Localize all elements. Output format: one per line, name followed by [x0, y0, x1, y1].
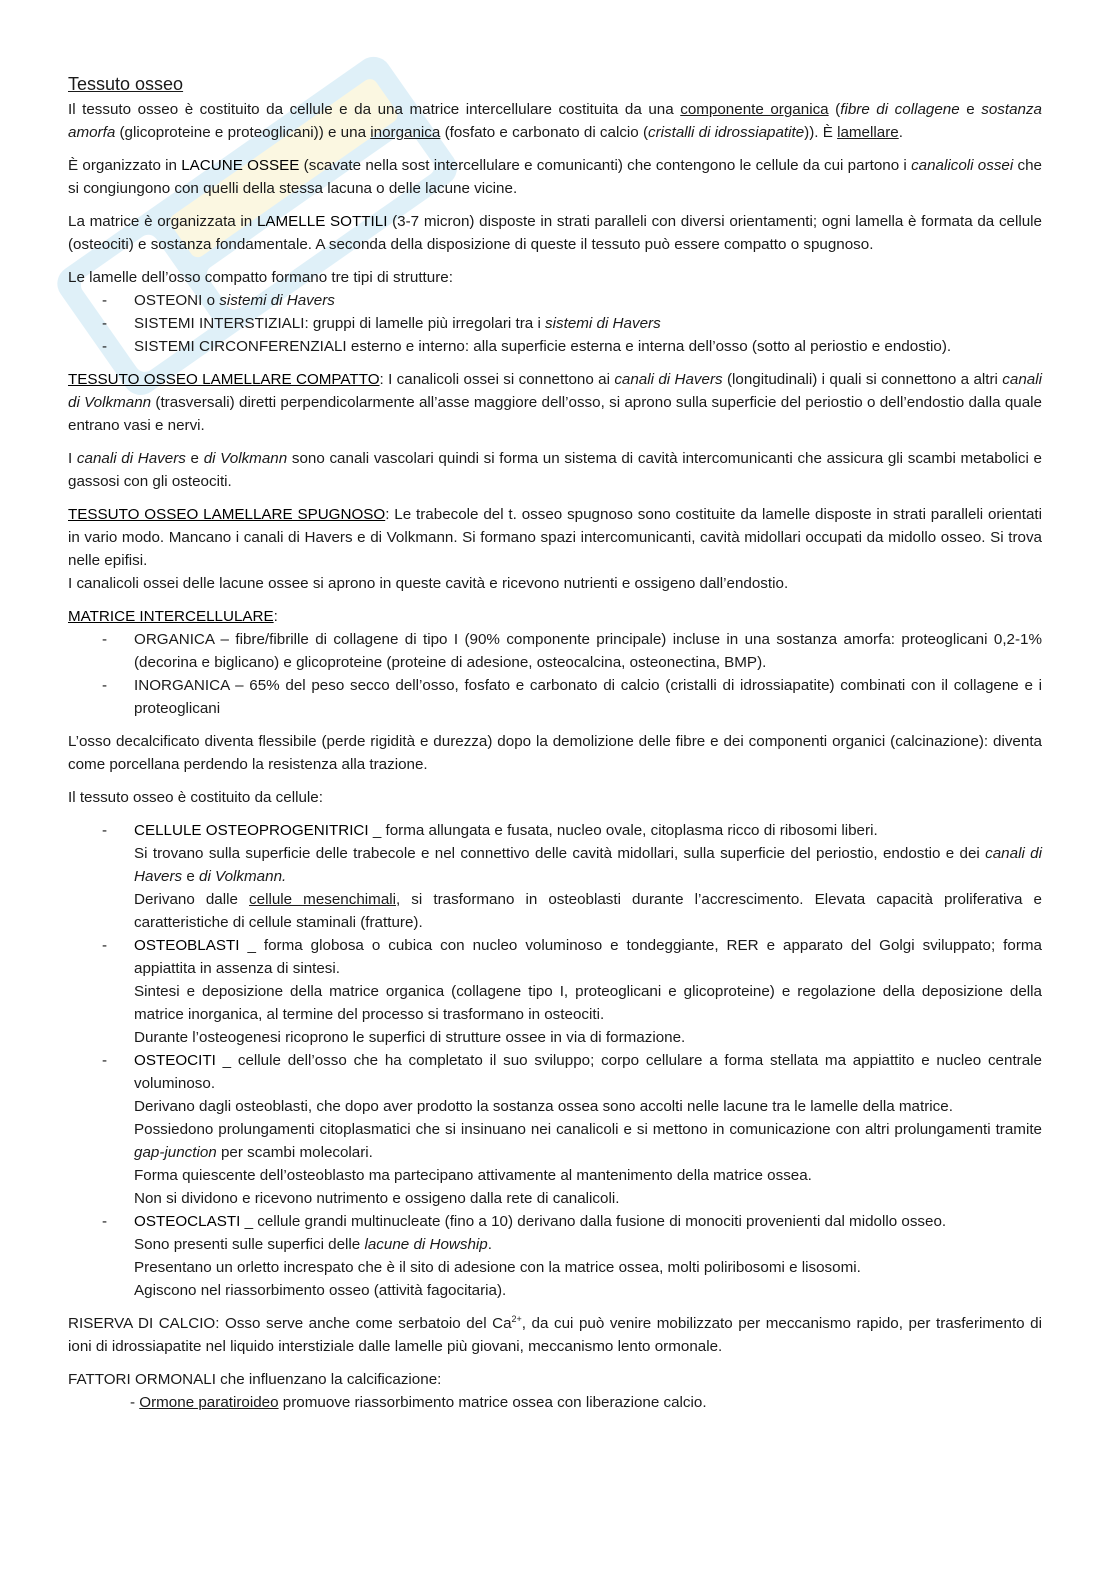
list-item: - OSTEOCITI _ cellule dell’osso che ha completato il suo sviluppo; corpo cellulare a forma stellata ma appiattito e nucleo centrale voluminoso. Derivano dagli osteoblasti, che dopo aver prodotto la sostanza ossea sono accolti nelle lacune tra le lamelle della matrice. Possiedono prolungamenti citoplasmatici che si insinuano nei canalicoli e si mettono in comunicazione con altri prolungamenti tramite gap-junction per scambi molecolari. Forma quiescente dell’osteoblasto ma partecipano attivamente al mantenimento della matrice ossea. Non si dividono e ricevono nutrimento e ossigeno dalla rete di canalicoli.: [68, 1049, 1042, 1210]
paragraph-canali: I canali di Havers e di Volkmann sono canali vascolari quindi si forma un sistema di cavità intercomunicanti che assicura gli scambi metabolici e gassosi con gli osteociti.: [68, 450, 1043, 490]
list-item: - SISTEMI CIRCONFERENZIALI esterno e interno: alla superficie esterna e interna dell’osso (sotto al periostio e endostio).: [68, 335, 1042, 358]
paragraph-compatto: TESSUTO OSSEO LAMELLARE COMPATTO: I canalicoli ossei si connettono ai canali di Havers (longitudinali) i quali si connettono a altri canali di Volkmann (trasversali) diretti perpendicolarmente all’asse maggiore dell’osso, si aprono sulla superficie del periostio o dell’endostio dalla quale entrano vasi e nervi.: [68, 371, 1043, 434]
paragraph-matrice-heading: MATRICE INTERCELLULARE:: [68, 608, 278, 625]
paragraph-strutture-intro: Le lamelle dell’osso compatto formano tre tipi di strutture:: [68, 269, 453, 286]
list-item: - SISTEMI INTERSTIZIALI: gruppi di lamelle più irregolari tra i sistemi di Havers: [68, 312, 1042, 335]
document-body: [68, 72, 1042, 1414]
cells-list: [68, 819, 1042, 1302]
paragraph-spugnoso-2: I canalicoli ossei delle lacune ossee si aprono in queste cavità e ricevono nutrienti e ossigeno dall’endostio.: [68, 575, 789, 592]
paragraph-cellule-intro: Il tessuto osseo è costituito da cellule:: [68, 789, 323, 806]
paragraph-lacune: È organizzato in LACUNE OSSEE (scavate nella sost intercellulare e comunicanti) che contengono le cellule da cui partono i canalicoli ossei che si congiungono con quelli della stessa lacuna o delle lacune vicine.: [68, 157, 1042, 197]
fattori-item: - Ormone paratiroideo promuove riassorbimento matrice ossea con liberazione calcio.: [130, 1394, 707, 1411]
list-item: - OSTEONI o sistemi di Havers: [68, 289, 1042, 312]
strutture-list: [68, 289, 1042, 358]
page-title: Tessuto osseo: [68, 74, 184, 94]
paragraph-spugnoso: TESSUTO OSSEO LAMELLARE SPUGNOSO: Le trabecole del t. osseo spugnoso sono costituite da lamelle disposte in strati paralleli orientati in vario modo. Mancano i canali di Havers e di Volkmann. Si formano spazi intercomunicanti, cavità midollari occupati da midollo osseo. Si trova nelle epifisi.: [68, 506, 1043, 569]
list-item: - CELLULE OSTEOPROGENITRICI _ forma allungata e fusata, nucleo ovale, citoplasma ricco di ribosomi liberi. Si trovano sulla superficie delle trabecole e nel connettivo delle cavità midollari, sulla superficie del periostio, endostio e dei canali di Havers e di Volkmann. Derivano dalle cellule mesenchimali, si trasformano in osteoblasti durante l’accrescimento. Elevata capacità proliferativa e caratteristiche di cellule staminali (fratture).: [68, 819, 1042, 934]
list-item: - INORGANICA – 65% del peso secco dell’osso, fosfato e carbonato di calcio (cristalli di idrossiapatite) combinati con il collagene e i proteoglicani: [68, 674, 1042, 720]
matrice-list: [68, 628, 1042, 720]
paragraph-fattori-ormonali: FATTORI ORMONALI che influenzano la calcificazione:: [68, 1371, 442, 1388]
list-item: - ORGANICA – fibre/fibrille di collagene di tipo I (90% componente principale) incluse in una sostanza amorfa: proteoglicani 0,2-1% (decorina e biglicano) e glicoproteine (proteine di adesione, osteocalcina, osteonectina, BMP).: [68, 628, 1042, 674]
paragraph-lamelle: La matrice è organizzata in LAMELLE SOTTILI (3-7 micron) disposte in strati paralleli con diversi orientamenti; ogni lamella è formata da cellule (osteociti) e sostanza fondamentale. A seconda della disposizione di queste il tessuto può essere compatto o spugnoso.: [68, 213, 1043, 253]
paragraph-decalcificato: L’osso decalcificato diventa flessibile (perde rigidità e durezza) dopo la demolizione delle fibre e dei componenti organici (calcinazione): diventa come porcellana perdendo la resistenza alla trazione.: [68, 733, 1042, 773]
paragraph-riserva-calcio: RISERVA DI CALCIO: Osso serve anche come serbatoio del $Ca^{2+}$, da cui può venire mobilizzato per meccanismo rapido, per trasferimento di ioni di idrossiapatite nel liquido interstiziale dalle lamelle più giovani, meccanismo lento ormonale.: [68, 1313, 1042, 1355]
list-item: - OSTEOCLASTI _ cellule grandi multinucleate (fino a 10) derivano dalla fusione di monociti provenienti dal midollo osseo. Sono presenti sulle superfici delle lacune di Howship. Presentano un orletto increspato che è il sito di adesione con la matrice ossea, molti poliribosomi e lisosomi. Agiscono nel riassorbimento osseo (attività fagocitaria).: [68, 1210, 1042, 1302]
list-item: - OSTEOBLASTI _ forma globosa o cubica con nucleo voluminoso e tondeggiante, RER e apparato del Golgi sviluppato; forma appiattita in assenza di sintesi. Sintesi e deposizione della matrice organica (collagene tipo I, proteoglicani e glicoproteine) e regolazione della deposizione della matrice inorganica, al termine del processo si trasformano in osteociti. Durante l’osteogenesi ricoprono le superfici di strutture ossee in via di formazione.: [68, 934, 1042, 1049]
paragraph-intro: Il tessuto osseo è costituito da cellule e da una matrice intercellulare costituita da una componente organica (fibre di collagene e sostanza amorfa (glicoproteine e proteoglicani)) e una inorganica (fosfato e carbonato di calcio (cristalli di idrossiapatite)). È lamellare.: [68, 101, 1043, 141]
